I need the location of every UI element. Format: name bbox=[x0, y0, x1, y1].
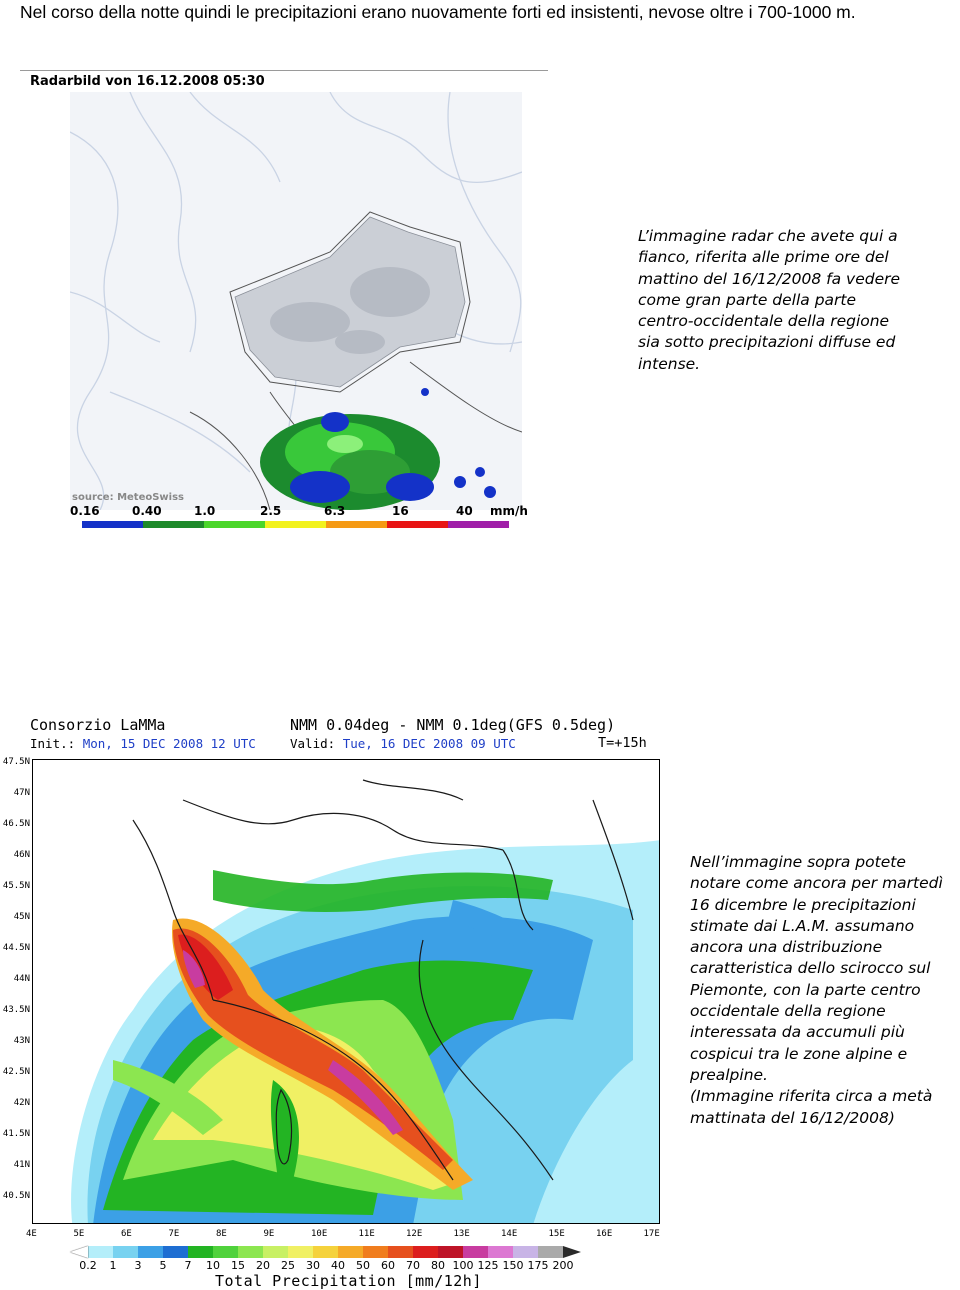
precipitation-scale-label: 40 bbox=[331, 1259, 345, 1272]
longitude-label: 11E bbox=[358, 1229, 375, 1239]
radar-color-scale bbox=[82, 521, 509, 528]
precipitation-scale-label: 7 bbox=[184, 1259, 192, 1272]
radar-caption: L’immagine radar che avete qui a fianco, riferita alle prime ore del mattino del 16/12/2008 fa vedere come gran parte della parte centro-occidentale della regione sia sotto precipitazioni diffuse ed intense. bbox=[638, 227, 901, 373]
precipitation-scale-label: 125 bbox=[477, 1259, 499, 1272]
precipitation-map-image bbox=[33, 760, 660, 1224]
model-figure bbox=[0, 716, 670, 1290]
precipitation-scale-label: 0.2 bbox=[79, 1259, 97, 1272]
radar-tick: 16 bbox=[392, 504, 409, 518]
longitude-label: 16E bbox=[596, 1229, 613, 1239]
intro-paragraph: Nel corso della notte quindi le precipitazioni erano nuovamente forti ed insistenti, nevose oltre i 700-1000 m. bbox=[20, 2, 856, 22]
precipitation-scale-label: 60 bbox=[381, 1259, 395, 1272]
latitude-label: 46N bbox=[13, 850, 30, 860]
radar-tick: 0.40 bbox=[132, 504, 162, 518]
precipitation-scale-label: 3 bbox=[134, 1259, 142, 1272]
longitude-label: 15E bbox=[548, 1229, 565, 1239]
latitude-label: 46.5N bbox=[2, 819, 30, 829]
scale-arrow-right bbox=[563, 1246, 581, 1258]
latitude-label: 41N bbox=[13, 1160, 30, 1170]
precipitation-scale-swatch bbox=[238, 1246, 263, 1258]
longitude-label: 17E bbox=[643, 1229, 660, 1239]
latitude-label: 45N bbox=[13, 912, 30, 922]
latitude-label: 43N bbox=[13, 1036, 30, 1046]
precipitation-scale-swatch bbox=[338, 1246, 363, 1258]
radar-map-image bbox=[70, 92, 522, 510]
longitude-label: 5E bbox=[73, 1229, 85, 1239]
radar-scale-swatch bbox=[265, 521, 326, 528]
precipitation-scale-swatch bbox=[213, 1246, 238, 1258]
precipitation-scale-swatch bbox=[288, 1246, 313, 1258]
precipitation-scale-label: 100 bbox=[452, 1259, 474, 1272]
precipitation-map bbox=[32, 759, 660, 1224]
model-title: NMM 0.04deg - NMM 0.1deg(GFS 0.5deg) bbox=[290, 716, 616, 734]
valid-value: Tue, 16 DEC 2008 09 UTC bbox=[342, 736, 516, 751]
radar-scale-swatch bbox=[326, 521, 387, 528]
precipitation-scale-label: 30 bbox=[306, 1259, 320, 1272]
radar-tick: 6.3 bbox=[324, 504, 346, 518]
radar-scale-swatch bbox=[448, 521, 509, 528]
radar-scale-swatch bbox=[387, 521, 448, 528]
radar-title: Radarbild von 16.12.2008 05:30 bbox=[30, 74, 265, 89]
longitude-label: 4E bbox=[26, 1229, 37, 1239]
radar-map bbox=[70, 92, 522, 510]
precipitation-scale-label: 25 bbox=[281, 1259, 295, 1272]
precipitation-scale-swatch bbox=[513, 1246, 538, 1258]
longitude-label: 8E bbox=[216, 1229, 227, 1239]
model-caption-note: (Immagine riferita circa a metà mattinata del 16/12/2008) bbox=[690, 1087, 933, 1127]
precipitation-scale-swatch bbox=[463, 1246, 488, 1258]
precipitation-color-scale bbox=[70, 1246, 581, 1258]
radar-scale-labels bbox=[70, 504, 530, 520]
longitude-label: 6E bbox=[121, 1229, 132, 1239]
radar-source: source: MeteoSwiss bbox=[72, 492, 185, 503]
init-value: Mon, 15 DEC 2008 12 UTC bbox=[82, 736, 256, 751]
precipitation-scale-label: 5 bbox=[159, 1259, 167, 1272]
radar-tick: 0.16 bbox=[70, 504, 100, 518]
radar-tick: 1.0 bbox=[194, 504, 216, 518]
precipitation-scale-label: 70 bbox=[406, 1259, 420, 1272]
precipitation-scale-swatch bbox=[413, 1246, 438, 1258]
model-init bbox=[30, 736, 256, 751]
latitude-label: 41.5N bbox=[2, 1129, 30, 1139]
precipitation-scale-swatch bbox=[488, 1246, 513, 1258]
precipitation-scale-swatch bbox=[538, 1246, 563, 1258]
precipitation-scale-label: 1 bbox=[109, 1259, 117, 1272]
precipitation-scale-label: 80 bbox=[431, 1259, 445, 1272]
precipitation-scale-label: 50 bbox=[356, 1259, 370, 1272]
latitude-label: 42N bbox=[13, 1098, 30, 1108]
latitude-label: 40.5N bbox=[2, 1191, 30, 1201]
latitude-label: 47.5N bbox=[2, 757, 30, 767]
radar-tick: 40 bbox=[456, 504, 473, 518]
latitude-label: 47N bbox=[13, 788, 30, 798]
precipitation-scale-swatch bbox=[163, 1246, 188, 1258]
precipitation-scale-caption: Total Precipitation [mm/12h] bbox=[215, 1272, 482, 1290]
latitude-label: 42.5N bbox=[2, 1067, 30, 1077]
radar-scale-swatch bbox=[204, 521, 265, 528]
latitude-label: 43.5N bbox=[2, 1005, 30, 1015]
longitude-label: 10E bbox=[311, 1229, 328, 1239]
precipitation-scale-swatch bbox=[113, 1246, 138, 1258]
radar-scale-swatch bbox=[143, 521, 204, 528]
precipitation-scale-label: 150 bbox=[502, 1259, 524, 1272]
precipitation-scale-label: 200 bbox=[552, 1259, 574, 1272]
longitude-label: 14E bbox=[501, 1229, 518, 1239]
precipitation-scale-swatch bbox=[188, 1246, 213, 1258]
model-caption bbox=[690, 852, 960, 1129]
valid-label: Valid: bbox=[290, 736, 336, 751]
precipitation-scale-swatch bbox=[263, 1246, 288, 1258]
longitude-label: 9E bbox=[263, 1229, 275, 1239]
precipitation-scale-swatch bbox=[313, 1246, 338, 1258]
precipitation-scale-label: 20 bbox=[256, 1259, 270, 1272]
scale-arrow-left bbox=[70, 1246, 88, 1258]
model-valid bbox=[290, 736, 516, 751]
precipitation-scale-label: 175 bbox=[527, 1259, 549, 1272]
radar-figure bbox=[30, 70, 530, 532]
model-caption-paragraph: Nell’immagine sopra potete notare come ancora per martedì 16 dicembre le precipitazioni stimate dai L.A.M. assumano ancora una distribuzione caratteristica dello scirocco sul Piemonte, con la parte centro occidentale della regione interessata da accumuli più cospicui tra le zone alpine e prealpine. bbox=[690, 853, 943, 1084]
model-provider: Consorzio LaMMa bbox=[30, 716, 166, 734]
figure-top-rule bbox=[20, 70, 548, 71]
latitude-label: 44.5N bbox=[2, 943, 30, 953]
precipitation-scale-label: 15 bbox=[231, 1259, 245, 1272]
precipitation-scale-swatch bbox=[138, 1246, 163, 1258]
longitude-label: 12E bbox=[406, 1229, 423, 1239]
precipitation-scale-swatch bbox=[388, 1246, 413, 1258]
latitude-label: 44N bbox=[13, 974, 30, 984]
model-lead-time: T=+15h bbox=[598, 735, 647, 751]
precipitation-scale-swatch bbox=[438, 1246, 463, 1258]
radar-tick-unit: mm/h bbox=[490, 504, 528, 518]
radar-tick: 2.5 bbox=[260, 504, 282, 518]
longitude-label: 7E bbox=[168, 1229, 180, 1239]
precipitation-scale-swatch bbox=[363, 1246, 388, 1258]
precipitation-scale-labels bbox=[70, 1259, 610, 1271]
precipitation-scale-swatch bbox=[88, 1246, 113, 1258]
radar-scale-swatch bbox=[82, 521, 143, 528]
init-label: Init.: bbox=[30, 736, 76, 751]
precipitation-scale-label: 10 bbox=[206, 1259, 220, 1272]
latitude-label: 45.5N bbox=[2, 881, 30, 891]
longitude-label: 13E bbox=[453, 1229, 470, 1239]
